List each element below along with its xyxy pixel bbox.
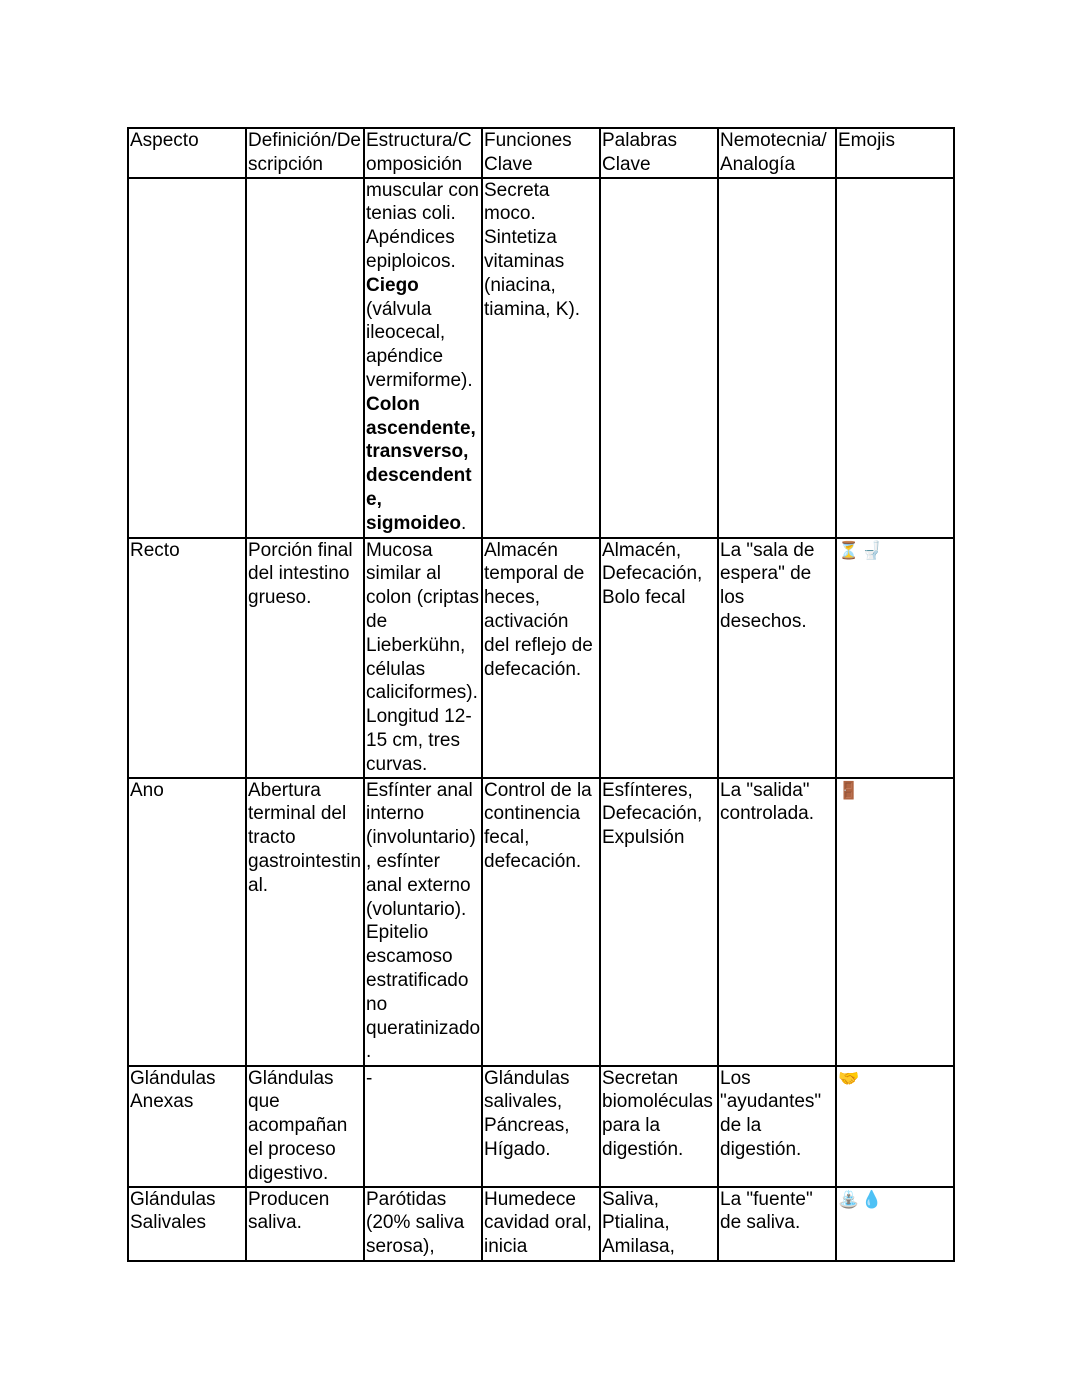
cell-emojis: 🚪 bbox=[836, 778, 954, 1066]
cell-funciones: Almacén temporal de heces, activación del reflejo de defecación. bbox=[482, 538, 600, 778]
cell-emojis: ⛲💧 bbox=[836, 1187, 954, 1261]
cell-palabras: Almacén, Defecación, Bolo fecal bbox=[600, 538, 718, 778]
cell-estructura bbox=[364, 178, 482, 538]
header-nemotecnia: Nemotecnia/ Analogía bbox=[718, 128, 836, 178]
cell-aspecto: Recto bbox=[128, 538, 246, 778]
cell-nemotecnia: La "salida" controlada. bbox=[718, 778, 836, 1066]
cell-estructura: Parótidas (20% saliva serosa), bbox=[364, 1187, 482, 1261]
cell-emojis bbox=[836, 178, 954, 538]
cell-estructura: Mucosa similar al colon (criptas de Lieberkühn, células caliciformes). Longitud 12-15 cm, tres curvas. bbox=[364, 538, 482, 778]
cell-funciones: Secreta moco. Sintetiza vitaminas (niacina, tiamina, K). bbox=[482, 178, 600, 538]
cell-nemotecnia: La "fuente" de saliva. bbox=[718, 1187, 836, 1261]
cell-funciones: Glándulas salivales, Páncreas, Hígado. bbox=[482, 1066, 600, 1187]
header-palabras: Palabras Clave bbox=[600, 128, 718, 178]
cell-palabras bbox=[600, 178, 718, 538]
cell-palabras: Esfínteres, Defecación, Expulsión bbox=[600, 778, 718, 1066]
study-table bbox=[127, 127, 955, 1262]
header-funciones: Funciones Clave bbox=[482, 128, 600, 178]
cell-emojis: ⏳🚽 bbox=[836, 538, 954, 778]
header-aspecto: Aspecto bbox=[128, 128, 246, 178]
cell-funciones: Humedece cavidad oral, inicia bbox=[482, 1187, 600, 1261]
table-row-glandulas-salivales bbox=[128, 1187, 954, 1261]
table-row-ano bbox=[128, 778, 954, 1066]
cell-definicion: Abertura terminal del tracto gastrointestinal. bbox=[246, 778, 364, 1066]
header-estructura: Estructura/Composición bbox=[364, 128, 482, 178]
cell-aspecto: Glándulas Salivales bbox=[128, 1187, 246, 1261]
cell-funciones: Control de la continencia fecal, defecación. bbox=[482, 778, 600, 1066]
table-row-colon-continuation bbox=[128, 178, 954, 538]
estructura-text-end: . bbox=[461, 512, 467, 534]
table-row-glandulas-anexas bbox=[128, 1066, 954, 1187]
header-emojis: Emojis bbox=[836, 128, 954, 178]
cell-definicion: Glándulas que acompañan el proceso digestivo. bbox=[246, 1066, 364, 1187]
estructura-text: muscular con tenias coli. Apéndices epiploicos. bbox=[366, 179, 479, 272]
cell-nemotecnia bbox=[718, 178, 836, 538]
cell-definicion: Porción final del intestino grueso. bbox=[246, 538, 364, 778]
cell-nemotecnia: Los "ayudantes" de la digestión. bbox=[718, 1066, 836, 1187]
cell-aspecto: Ano bbox=[128, 778, 246, 1066]
cell-estructura: Esfínter anal interno (involuntario), esfínter anal externo (voluntario). Epitelio escamoso estratificado no queratinizado. bbox=[364, 778, 482, 1066]
cell-emojis: 🤝 bbox=[836, 1066, 954, 1187]
cell-definicion bbox=[246, 178, 364, 538]
estructura-bold-colon: Colon ascendente, transverso, descendente, sigmoideo bbox=[366, 393, 476, 534]
cell-definicion: Producen saliva. bbox=[246, 1187, 364, 1261]
cell-palabras: Secretan biomoléculas para la digestión. bbox=[600, 1066, 718, 1187]
cell-estructura: - bbox=[364, 1066, 482, 1187]
header-row bbox=[128, 128, 954, 178]
header-definicion: Definición/Descripción bbox=[246, 128, 364, 178]
estructura-text-mid: (válvula ileocecal, apéndice vermiforme). bbox=[366, 298, 473, 391]
cell-nemotecnia: La "sala de espera" de los desechos. bbox=[718, 538, 836, 778]
cell-palabras: Saliva, Ptialina, Amilasa, bbox=[600, 1187, 718, 1261]
cell-aspecto: Glándulas Anexas bbox=[128, 1066, 246, 1187]
table-row-recto bbox=[128, 538, 954, 778]
cell-aspecto bbox=[128, 178, 246, 538]
estructura-bold-ciego: Ciego bbox=[366, 274, 419, 296]
